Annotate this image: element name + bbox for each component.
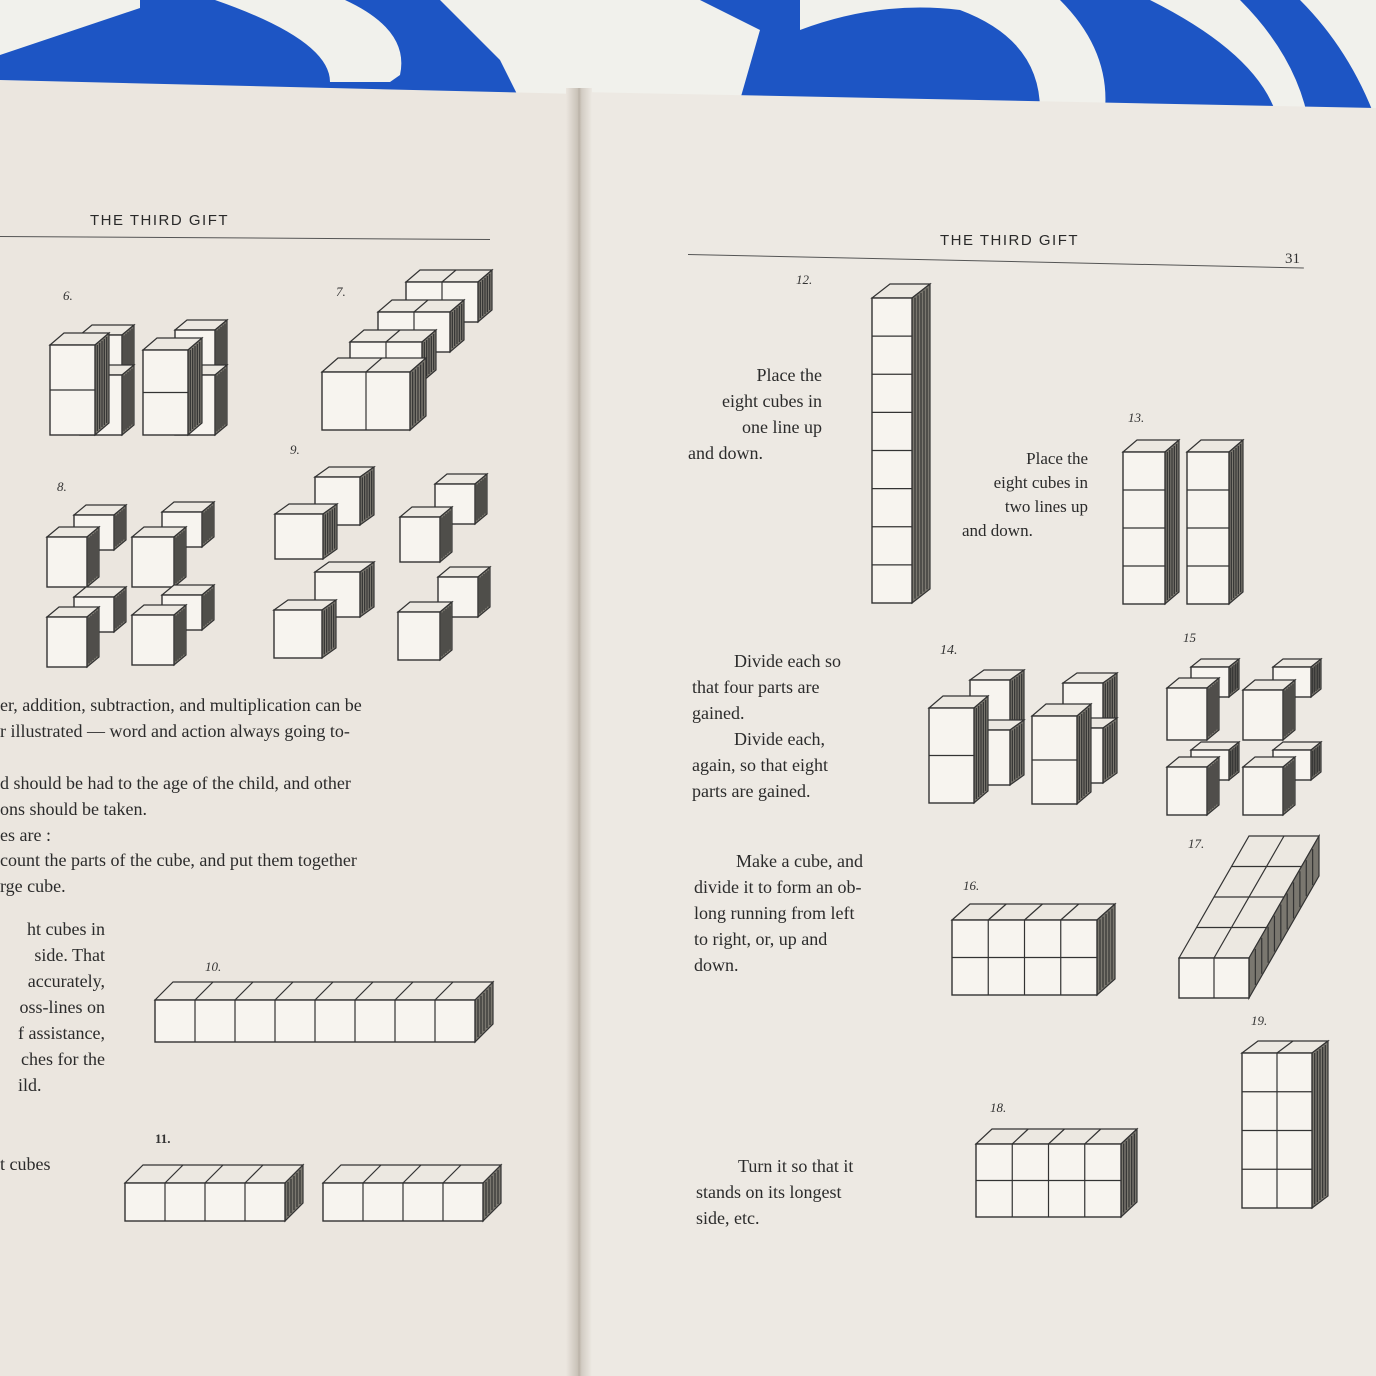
- figure-label-16: 16.: [963, 878, 980, 893]
- figure-label-9: 9.: [290, 442, 300, 457]
- left-paragraph-2: [0, 770, 351, 822]
- right-paragraph-3: [692, 648, 841, 804]
- text-line: Turn it so that it: [738, 1156, 854, 1176]
- cube-face: [132, 537, 174, 587]
- text-line: divide it to form an ob-: [694, 877, 862, 897]
- figure-17-cube-drawing: [1175, 832, 1325, 1002]
- text-line: oss-lines on: [19, 997, 105, 1017]
- right-running-header: THE THIRD GIFT: [940, 232, 1080, 249]
- cube-face: [47, 537, 87, 587]
- figure-6-cube-drawing: [45, 305, 235, 440]
- text-line: gained.: [692, 703, 745, 723]
- figure-label-14: 14.: [940, 643, 958, 658]
- text-line: t cubes: [0, 1154, 51, 1174]
- text-line: accurately,: [27, 971, 105, 991]
- text-line: parts are gained.: [692, 781, 811, 801]
- text-line: eight cubes in: [722, 391, 822, 411]
- figure-15-cube-drawing: [1163, 655, 1323, 820]
- figure-label-11: 11.: [155, 1131, 171, 1146]
- text-line: ches for the: [21, 1049, 105, 1069]
- text-line: rge cube.: [0, 876, 66, 896]
- figure-label-8: 8.: [57, 479, 67, 494]
- text-line: side, etc.: [696, 1208, 760, 1228]
- text-line: and down.: [688, 443, 763, 463]
- figure-label-10: 10.: [205, 959, 222, 974]
- cube-face: [400, 517, 440, 562]
- cube-face: [132, 615, 174, 665]
- text-line: count the parts of the cube, and put them together: [0, 850, 357, 870]
- right-paragraph-2: [962, 447, 1088, 543]
- figure-12-cube-drawing: [868, 280, 938, 610]
- figure-19-cube-drawing: [1238, 1035, 1333, 1215]
- figure-label-12: 12.: [796, 272, 813, 287]
- cube-face: [1243, 690, 1283, 740]
- right-paragraph-4: [694, 848, 863, 978]
- text-line: r illustrated — word and action always going to-: [0, 721, 350, 741]
- figure-10-cube-drawing: [152, 978, 497, 1048]
- figure-7-cube-drawing: [318, 262, 498, 437]
- figure-label-7: 7.: [336, 284, 346, 299]
- text-line: ons should be taken.: [0, 799, 147, 819]
- text-line: one line up: [742, 417, 822, 437]
- text-line: that four parts are: [692, 677, 820, 697]
- left-running-header: THE THIRD GIFT: [90, 212, 230, 229]
- left-paragraph-3: [0, 822, 51, 848]
- text-line: es are :: [0, 825, 51, 845]
- left-paragraph-1: [0, 692, 362, 744]
- text-line: two lines up: [1004, 497, 1088, 516]
- figure-14-cube-drawing: [925, 668, 1120, 808]
- book-spine-gutter: [566, 88, 592, 1376]
- figure-18-cube-drawing: [972, 1122, 1142, 1222]
- page-number: 31: [1285, 251, 1300, 267]
- figure-label-15: 15: [1183, 630, 1196, 645]
- figure-8-cube-drawing: [42, 497, 222, 672]
- left-paragraph-6: [0, 1151, 50, 1177]
- figure-label-6: 6.: [63, 288, 73, 303]
- figure-13-cube-drawing: [1118, 432, 1248, 610]
- text-line: ht cubes in: [27, 919, 105, 939]
- text-line: Divide each,: [734, 729, 825, 749]
- cube-face: [1243, 767, 1283, 815]
- text-line: long running from left: [694, 903, 855, 923]
- cube-face: [1167, 688, 1207, 740]
- figure-label-13: 13.: [1128, 410, 1145, 425]
- text-line: ild.: [18, 1075, 42, 1095]
- text-line: Divide each so: [734, 651, 841, 671]
- figure-9-cube-drawing: [270, 462, 495, 667]
- text-line: and down.: [962, 521, 1033, 540]
- figure-label-19: 19.: [1251, 1013, 1268, 1028]
- text-line: Make a cube, and: [736, 851, 863, 871]
- right-paragraph-1: [688, 362, 822, 466]
- text-line: Place the: [1026, 449, 1088, 468]
- text-line: er, addition, subtraction, and multiplication can be: [0, 695, 362, 715]
- figure-label-18: 18.: [990, 1100, 1007, 1115]
- cube-face: [1167, 767, 1207, 815]
- figure-16-cube-drawing: [948, 900, 1118, 1000]
- text-line: to right, or, up and: [694, 929, 828, 949]
- cube-face: [47, 617, 87, 667]
- text-line: f assistance,: [18, 1023, 105, 1043]
- cube-face: [275, 514, 323, 559]
- text-line: stands on its longest: [696, 1182, 842, 1202]
- text-line: Place the: [756, 365, 822, 385]
- cube-face: [274, 610, 322, 658]
- left-paragraph-5: [18, 916, 105, 1098]
- figure-11-cube-drawing: [120, 1155, 495, 1225]
- text-line: side. That: [34, 945, 105, 965]
- text-line: eight cubes in: [993, 473, 1088, 492]
- left-paragraph-4: [0, 847, 357, 899]
- text-line: d should be had to the age of the child, and other: [0, 773, 351, 793]
- right-paragraph-5: [696, 1153, 853, 1231]
- figure-label-17: 17.: [1188, 836, 1205, 851]
- cube-face: [398, 612, 440, 660]
- text-line: down.: [694, 955, 739, 975]
- text-line: again, so that eight: [692, 755, 828, 775]
